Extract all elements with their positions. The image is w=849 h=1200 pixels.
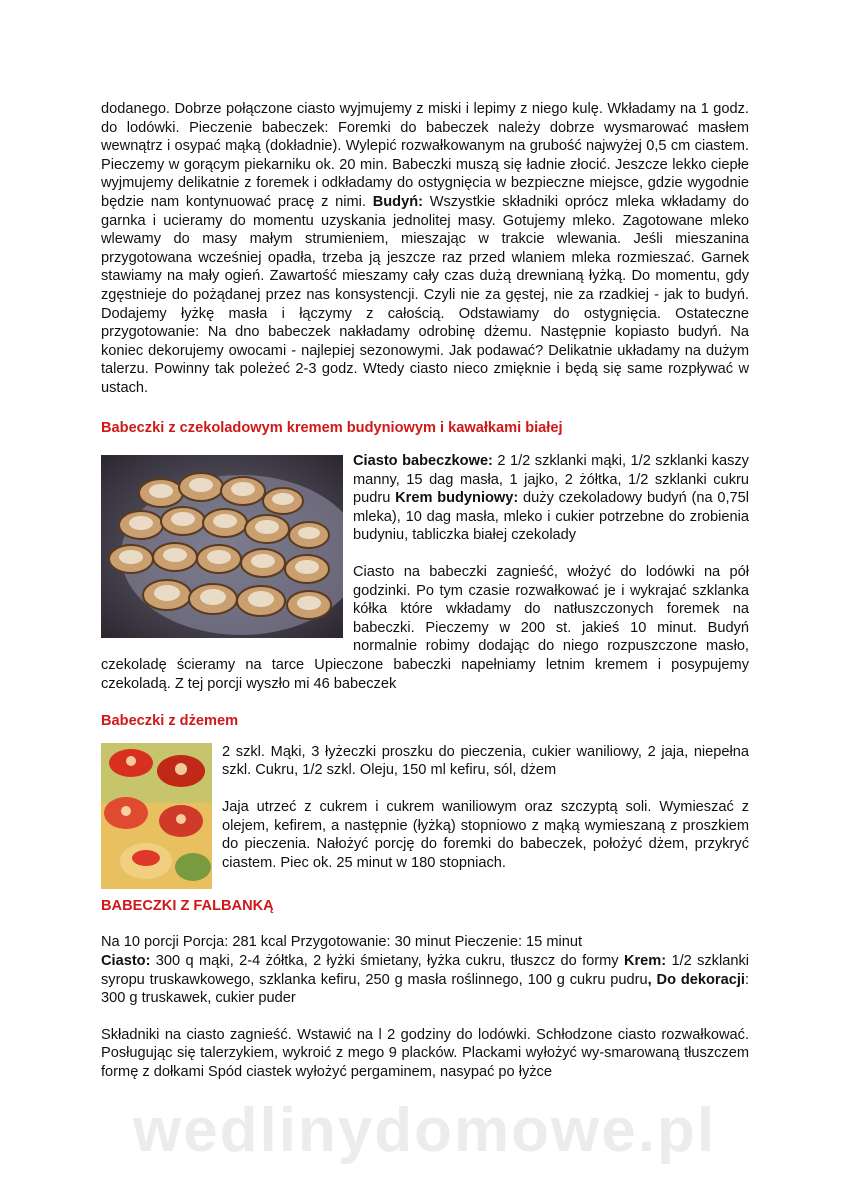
recipe2-title: Babeczki z dżemem (101, 713, 239, 730)
recipe1-title: Babeczki z czekoladowym kremem budyniowym i kawałkami białej (101, 419, 563, 436)
recipe2-photo (101, 743, 212, 889)
recipe3-ingredients: Ciasto: 300 q mąki, 2-4 żółtka, 2 łyżki śmietany, łyżka cukru, tłuszcz do formy Krem: 1/2 szklanki syropu truskawkowego, szklanka kefiru, 250 g masła roślinnego, 100 g cukru pudru, Do dekoracji: 300 g truskawek, cukier puder (101, 953, 750, 1007)
recipe3-info: Na 10 porcji Porcja: 281 kcal Przygotowanie: 30 minut Pieczenie: 15 minut (101, 934, 583, 951)
recipe3-method: Składniki na ciasto zagnieść. Wstawić na l 2 godziny do lodówki. Schłodzone ciasto rozwałkować. Posługując się talerzykiem, wykroić z mego 9 placków. Plackami wyłożyć wy-smarowaną tłuszczem formę z dołkami Spód ciastek wyłożyć pergaminem, nasypać po łyżce (101, 1026, 749, 1080)
recipe1-photo (101, 455, 343, 638)
recipe1-block (101, 452, 749, 693)
budyn-label: Budyń: (372, 193, 423, 210)
document-page (101, 100, 749, 1082)
recipe2-method: Jaja utrzeć z cukrem i cukrem waniliowym oraz szczyptą soli. Wymieszać z olejem, kefirem, a następnie (łyżką) stopniowo z mąką wymieszaną z proszkiem do pieczenia. Nałożyć porcję do foremki do babeczek, położyć dżem, przykryć ciastem. Piec ok. 25 minut w 180 stopniach. (222, 799, 749, 871)
recipe2-ingredients: 2 szkl. Mąki, 3 łyżeczki proszku do pieczenia, cukier waniliowy, 2 jaja, niepełna szkl. Cukru, 1/2 szkl. Oleju, 150 ml kefiru, sól, dżem (222, 743, 749, 779)
recipe1-ingredients: Ciasto babeczkowe: 2 1/2 szklanki mąki, 1/2 szklanki kaszy manny, 15 dag masła, 1 jajko, 2 żółtka, 1/2 szklanki cukru pudru Krem budyniowy: duży czekoladowy budyń (na 0,75l mleka), 10 dag masła, mleko i cukier potrzebne do zrobienia budyniu, tabliczka białej czekolady (353, 453, 749, 544)
recipe2-block (101, 743, 749, 889)
watermark: wedlinydomowe.pl (132, 1096, 717, 1165)
recipe1-method: Ciasto na babeczki zagnieść, włożyć do lodówki na pół godzinki. Po tym czasie rozwałkować je i wykrajać szklanka kółka które wkładamy do natłuszczonych foremek na babeczki. Pieczemy w 200 st. jakieś 10 minut. Budyń normalnie robimy dodając do niego rozpuszczone masło, czekoladę ścieramy na tarce Upieczone babeczki napełniamy letnim kremem i posypujemy czekoladą. Z tej porcji wyszło mi 46 babeczek (101, 564, 749, 692)
intro-paragraph: dodanego. Dobrze połączone ciasto wyjmujemy z miski i lepimy z niego kulę. Wkładamy na 1 godz. do lodówki. Pieczenie babeczek: Foremki do babeczek należy dobrze wysmarować masłem wewnątrz i osypać mąką (dokładnie). Wylepić rozwałkowanym na grubość najwyżej 0,5 cm ciastem. Pieczemy w gorącym piekarniku ok. 20 min. Babeczki muszą się ładnie złocić. Jeszcze lekko ciepłe wyjmujemy delikatnie z foremek i odkładamy do ostygnięcia w bezpieczne miejsce, gdzie wygodnie będzie nam kontynuować pracę z nimi. Budyń: Wszystkie składniki oprócz mleka wkładamy do garnka i ucieramy do momentu uzyskania jednolitej masy. Gotujemy mleko. Zagotowane mleko wlewamy do masy małym strumieniem, mieszając w trakcie wlewania. Jeśli mieszanina przygotowana wcześniej opadła, trzeba ją jeszcze raz przed wlaniem mleka rozmieszać. Garnek stawiamy na mały ogień. Zawartość mieszamy cały czas dużą drewnianą łyżką. Do momentu, gdy zgęstnieje do pożądanej przez nas konsystencji. Czyli nie za gęstej, nie za rzadkiej - jak to budyń. Dodajemy łyżkę masła i łączymy z całością. Odstawiamy do ostygnięcia. Ostateczne przygotowanie: Na dno babeczek nakładamy odrobinę dżemu. Następnie kopiasto budyń. Na koniec dekorujemy owocami - najlepiej sezonowymi. Jak podawać? Delikatnie układamy na dużym talerzu. Powinny tak poleżeć 2-3 godz. Wtedy ciasto nieco zmięknie i będą się same rozpływać w ustach. (101, 101, 749, 396)
recipe3-title: BABECZKI Z FALBANKĄ (101, 897, 274, 914)
